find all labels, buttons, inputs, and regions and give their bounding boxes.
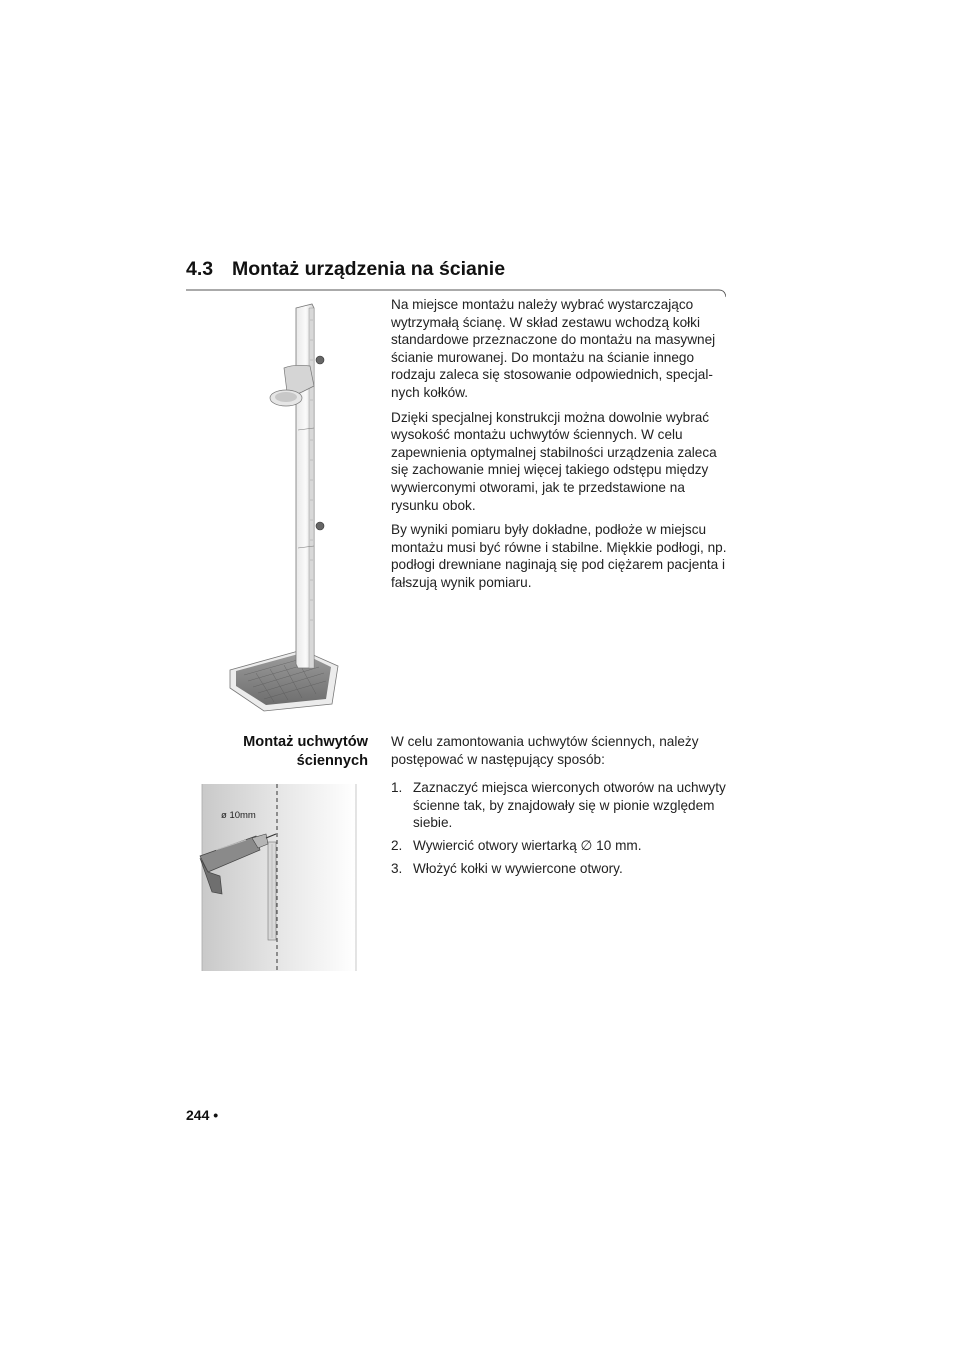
step-text: Wywiercić otwory wiertarką ∅ 10 mm. [413, 837, 642, 853]
intro-paragraph: Dzięki specjalnej konstrukcji można dowolnie wybrać wysokość montażu uchwytów ściennych. W celu zapewnienia optymalnej stabilności urządzenia zaleca się zachowanie mniej więcej takiego odstępu między wywierconymi otworami, jak te przedstawione na rysunku obok. [391, 409, 717, 513]
subsection-heading-line: Montaż uchwytów [243, 734, 368, 750]
step-item [391, 779, 731, 832]
drill-drawing [186, 784, 358, 971]
subsection-intro: W celu zamontowania uchwytów ściennych, należy postępować w następujący sposób: [391, 734, 699, 767]
subsection-heading-line: ściennych [296, 752, 368, 769]
step-text: Włożyć kołki w wywiercone otwory. [413, 860, 623, 876]
intro-text [391, 296, 731, 599]
step-item [391, 837, 731, 855]
section-number: 4.3 [186, 258, 214, 280]
stadiometer-illustration [226, 300, 346, 712]
step-item [391, 860, 731, 878]
subsection-heading [168, 733, 368, 770]
step-number: 1. [391, 780, 403, 796]
intro-paragraph: Na miejsce montażu należy wybrać wystarczająco wytrzymałą ścianę. W skład zestawu wchodzą kołki standardowe przeznaczone do montażu na masywnej ścianie murowanej. Do montażu na ścianie innego rodzaju zaleca się stosowanie odpowiednich, specjalnych kołków. [391, 297, 716, 400]
page-number: 244 • [186, 1107, 219, 1123]
step-text: Zaznaczyć miejsca wierconych otworów na uchwyty ścienne tak, by znajdowały się w pionie względem siebie. [413, 780, 726, 831]
step-number: 3. [391, 860, 403, 876]
steps-list [391, 779, 731, 877]
step-number: 2. [391, 837, 403, 853]
section-title-text: Montaż urządzenia na ścianie [232, 258, 506, 280]
drill-illustration [186, 784, 358, 971]
drill-diameter-label: ø 10mm [221, 810, 256, 821]
intro-paragraph: By wyniki pomiaru były dokładne, podłoże w miejscu montażu musi być równe i stabilne. Miękkie podłogi, np. podłogi drewniane naginają się pod ciężarem pacjenta i fałszują wynik pomiaru. [391, 522, 727, 590]
section-title [186, 258, 505, 281]
subsection-text [391, 733, 731, 882]
